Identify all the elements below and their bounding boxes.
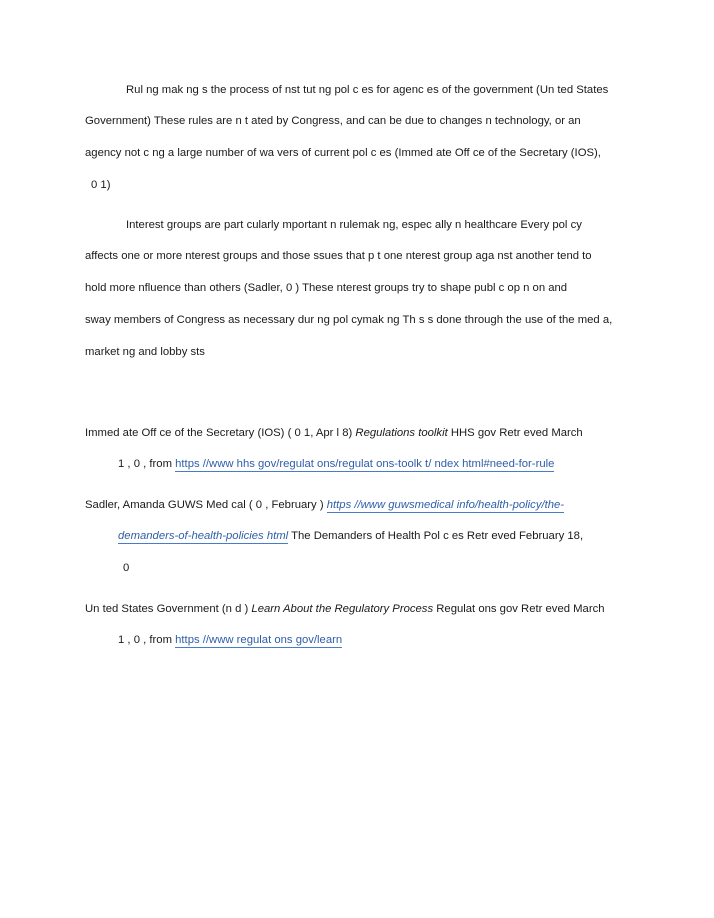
paragraph-2-line-1: Interest groups are part cularly mportant n rulemak ng, espec ally n healthcare Every pol cy bbox=[126, 219, 582, 231]
reference-3-link[interactable]: https //www regulat ons gov/learn bbox=[175, 634, 343, 646]
reference-1-line-2 bbox=[118, 457, 554, 471]
paragraph-2-line-3: hold more nfluence than others (Sadler, 0 ) These nterest groups try to shape publ c op n on and bbox=[85, 282, 568, 294]
reference-2-line-1 bbox=[85, 498, 564, 512]
paragraph-1-line-1: Rul ng mak ng s the process of nst tut ng pol c es for agenc es of the government (Un ted States bbox=[126, 84, 609, 96]
reference-1-authors: Immed ate Off ce of the Secretary (IOS) ( 0 1, Apr l 8) bbox=[85, 427, 356, 439]
paragraph-1-line-4: 0 1) bbox=[91, 179, 111, 191]
paragraph-2-line-5: market ng and lobby sts bbox=[85, 346, 205, 358]
reference-3-authors: Un ted States Government (n d ) bbox=[85, 603, 252, 615]
reference-3-source: Regulat ons gov Retr eved March bbox=[433, 603, 605, 615]
paragraph-2-line-4: sway members of Congress as necessary dur ng pol cymak ng Th s s done through the use of the med a, bbox=[85, 314, 613, 326]
reference-3-line-2 bbox=[118, 633, 342, 647]
reference-3-title: Learn About the Regulatory Process bbox=[251, 603, 434, 615]
reference-2-line-3: 0 bbox=[123, 562, 130, 574]
reference-2-link-part-1[interactable]: https //www guwsmedical info/health-policy/the- bbox=[326, 499, 565, 511]
paragraph-1-line-2: Government) These rules are n t ated by Congress, and can be due to changes n technology, or an bbox=[85, 115, 581, 127]
paragraph-1-line-3: agency not c ng a large number of wa vers of current pol c es (Immed ate Off ce of the Secretary (IOS), bbox=[85, 147, 601, 159]
reference-2-link-part-2[interactable]: demanders-of-health-policies html bbox=[118, 530, 289, 542]
reference-1-source: HHS gov Retr eved March bbox=[447, 427, 583, 439]
reference-2-title: The Demanders of Health Pol c es Retr eved February 18, bbox=[288, 530, 584, 542]
reference-1-link[interactable]: https //www hhs gov/regulat ons/regulat ons-toolk t/ ndex html#need-for-rule bbox=[175, 458, 555, 470]
reference-1-retrieved: 1 , 0 , from bbox=[118, 458, 176, 470]
reference-3-retrieved: 1 , 0 , from bbox=[118, 634, 176, 646]
paragraph-2-line-2: affects one or more nterest groups and those ssues that p t one nterest group aga nst another tend to bbox=[85, 250, 592, 262]
reference-2-line-2 bbox=[118, 529, 583, 543]
reference-1-line-1 bbox=[85, 426, 583, 440]
reference-2-authors: Sadler, Amanda GUWS Med cal ( 0 , February ) bbox=[85, 499, 327, 511]
reference-1-title: Regulations toolkit bbox=[355, 427, 448, 439]
reference-3-line-1 bbox=[85, 602, 605, 616]
